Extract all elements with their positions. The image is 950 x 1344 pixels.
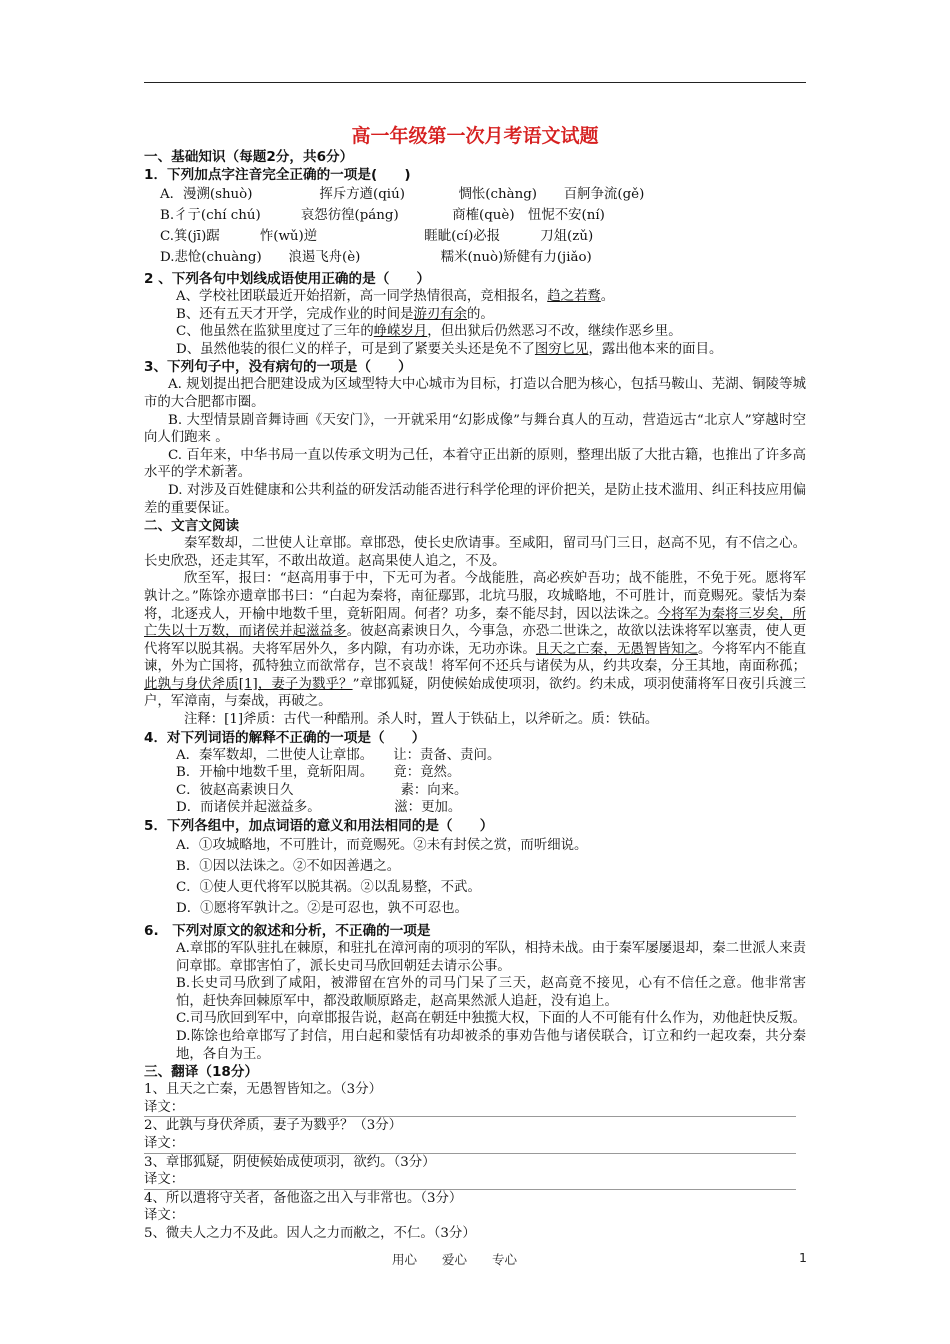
option-line: C．彼赵高素谀日久 素：向来。	[176, 782, 468, 798]
option-line	[144, 341, 806, 359]
option-line: B．开榆中地数千里，竟斩阳周。 竟：竟然。	[176, 765, 461, 781]
option-line: D.悲怆(chuàng) 浪遏飞舟(è) 糯米(nuò)矫健有力(jiǎo)	[160, 250, 592, 265]
translate-item: 4、所以遣将守关者，备他盗之出入与非常也。（3分）	[144, 1190, 463, 1206]
option-line	[144, 288, 806, 306]
exam-page	[144, 124, 806, 1243]
underlined-idiom: 峥嵘岁月	[373, 324, 428, 340]
footer-motto: 用心 爱心 专心	[392, 1252, 518, 1267]
underlined-idiom: 游刃有余	[413, 306, 468, 322]
option-paragraph	[144, 1028, 806, 1063]
passage-text: 。今将军内不能直谏，外为亡国将，孤特独立而欲常存，岂不哀哉！将军何不还兵与诸侯为从，约共攻秦，分王其地，南面称孤；	[144, 641, 807, 675]
option-paragraph	[144, 1010, 806, 1028]
answer-line[interactable]: 译文：	[144, 1171, 796, 1190]
section-heading: 二、文言文阅读	[144, 518, 240, 535]
question-stem: 3、下列句子中，没有病句的一项是（ ）	[144, 359, 412, 376]
question-stem: 2 、下列各句中划线成语使用正确的是（ ）	[144, 271, 431, 287]
translate-item: 5、微夫人之力不及此。因人之力而敝之，不仁。（3分）	[144, 1225, 476, 1241]
question-stem: 5．下列各组中，加点词语的意义和用法相同的是（ ）	[144, 818, 494, 835]
passage-text: 。彼赵高素谀日久，今事急，亦恐二世诛之，故欲以法诛将军以塞责，使人更代将军以脱其祸。夫将军居外久，多内隙，有功亦诛，无功亦诛。	[144, 624, 807, 657]
answer-line[interactable]: 译文：	[144, 1208, 185, 1224]
option-text: C.司马欣回到军中，向章邯报告说，赵高在朝廷中独揽大权，下面的人不可能有什么作为，劝他赶快反叛。	[176, 1011, 806, 1027]
option-line: C.箕(jī)踞 怍(wǔ)逆 睚眦(cí)必报 刀俎(zǔ)	[160, 229, 594, 244]
option-line: A．①攻城略地，不可胜计，而竟赐死。②未有封侯之赏，而听细说。	[176, 838, 588, 854]
option-text: ，但出狱后仍然恶习不改，继续作恶乡里。	[427, 324, 682, 340]
option-paragraph: D. 对涉及百姓健康和公共利益的研发活动能否进行科学伦理的评价把关，是防止技术滥用、纠正科技应用偏差的重要保证。	[144, 482, 806, 516]
option-paragraph	[144, 940, 806, 975]
passage-text: ”章邯狐疑，阴使候始成使项羽，欲约。约未成，项羽使蒲将军日夜引兵渡三户，军漳南，与秦战，再破之。	[144, 676, 807, 710]
underlined-idiom: 图穷匕见	[534, 341, 589, 357]
option-paragraph	[144, 975, 806, 1010]
option-text: B.长史司马欣到了咸阳，被滞留在宫外的司马门呆了三天，赵高竟不接见，心有不信任之意。他非常害怕，赶快奔回棘原军中，都没敢顺原路走，赵高果然派人追赶，没有追上。	[176, 976, 806, 1009]
option-line: A．漫溯(shuò) 挥斥方遒(qiú) 惆怅(chàng) 百舸争流(gě)	[160, 187, 645, 202]
option-text: 。	[600, 289, 615, 304]
option-text: ，露出他本来的面目。	[588, 341, 723, 357]
underlined-idiom: 趋之若鹜	[547, 289, 601, 304]
option-line: D．①愿将军孰计之。②是可忍也，孰不可忍也。	[176, 901, 468, 917]
option-text: D.陈馀也给章邯写了封信，用白起和蒙恬有功却被杀的事劝告他与诸侯联合，订立和约一起攻秦，共分秦地，各自为王。	[176, 1029, 806, 1062]
option-line: A．秦军数却，二世使人让章邯。 让：责备、责问。	[176, 747, 501, 763]
option-text: D、虽然他装的很仁义的样子，可是到了紧要关头还是免不了	[176, 341, 535, 357]
passage-paragraph: 秦军数却，二世使人让章邯。章邯恐，使长史欣请事。至咸阳，留司马门三日，赵高不见，有不信之心。长史欣恐，还走其军，不敢出故道。赵高果使人追之，不及。	[144, 536, 806, 569]
option-paragraph: B. 大型情景剧音舞诗画《天安门》，一开就采用“幻影成像”与舞台真人的互动，营造远古“北京人”穿越时空向人们跑来 。	[144, 412, 806, 446]
question-stem: 6. 下列对原文的叙述和分析，不正确的一项是	[144, 923, 431, 940]
option-line	[144, 323, 806, 341]
option-line: B．①因以法诛之。②不如因善遇之。	[176, 859, 401, 875]
section-heading: 一、基础知识（每题2分，共6分）	[144, 149, 354, 165]
option-line: D．而诸侯并起滋益多。 滋：更加。	[176, 800, 462, 816]
page-title: 高一年级第一次月考语文试题	[351, 125, 599, 147]
page-number: 1	[799, 1250, 807, 1265]
translate-item: 3、章邯狐疑，阴使候始成使项羽，欲约。（3分）	[144, 1154, 436, 1170]
option-text: C、他虽然在监狱里度过了三年的	[176, 324, 374, 340]
translate-item: 2、此孰与身伏斧质，妻子为戮乎？（3分）	[144, 1118, 403, 1134]
option-text: 的。	[467, 306, 494, 322]
section-heading: 三、翻译（18分）	[144, 1064, 259, 1081]
option-text: B、还有五天才开学，完成作业的时间是	[176, 306, 414, 322]
passage-text: 欣至军，报曰：“赵高用事于中，下无可为者。今战能胜，高必疾妒吾功；战不能胜，不免于死。愿将军孰计之。”陈馀亦遗章邯书曰：“白起为秦将，南征鄢郢，北坑马服，攻城略地，不可胜计，而竟赐死。蒙恬为秦将，北逐戎人，开榆中地数千里，竟斩阳周。何者？功多，秦不能尽封，因以法诛之。	[144, 571, 806, 622]
header-rule	[144, 82, 806, 83]
option-text: A、学校社团联最近开始招新，高一同学热情很高，竞相报名，	[176, 289, 548, 304]
underlined-sentence: 此孰与身伏斧质[1]，妻子为戮乎？	[144, 676, 353, 692]
passage-paragraph	[144, 570, 806, 711]
option-paragraph: C. 百年来，中华书局一直以传承文明为己任，本着守正出新的原则，整理出版了大批古籍，也推出了许多高水平的学术新著。	[144, 447, 806, 481]
translate-item: 1、且天之亡秦，无愚智皆知之。（3分）	[144, 1082, 382, 1098]
question-stem: 1．下列加点字注音完全正确的一项是( )	[144, 167, 411, 183]
underlined-sentence: 今将军为秦将三岁矣，所亡失以十万数，而诸侯并起滋益多	[144, 606, 807, 640]
answer-line[interactable]: 译文：	[144, 1099, 796, 1118]
answer-line[interactable]: 译文：	[144, 1135, 796, 1154]
option-line	[144, 306, 806, 324]
question-stem: 4．对下列词语的解释不正确的一项是（ ）	[144, 729, 426, 746]
passage-note: 注释：[1]斧质：古代一种酷刑。杀人时，置人于铁砧上，以斧斫之。质：铁砧。	[184, 712, 659, 728]
option-text: A.章邯的军队驻扎在棘原，和驻扎在漳河南的项羽的军队，相持未战。由于秦军屡屡退却，秦二世派人来责问章邯。章邯害怕了，派长史司马欣回朝廷去请示公事。	[176, 941, 806, 974]
option-paragraph: A. 规划提出把合肥建设成为区域型特大中心城市为目标，打造以合肥为核心，包括马鞍山、芜湖、铜陵等城市的大合肥都市圈。	[144, 377, 806, 410]
option-line: B.彳亍(chí chú) 哀怨彷徨(páng) 商榷(què) 忸怩不安(ní)	[160, 208, 605, 223]
option-line: C．①使人更代将军以脱其祸。②以乱易整，不武。	[176, 880, 481, 896]
underlined-sentence: 且天之亡秦，无愚智皆知之	[535, 641, 699, 657]
